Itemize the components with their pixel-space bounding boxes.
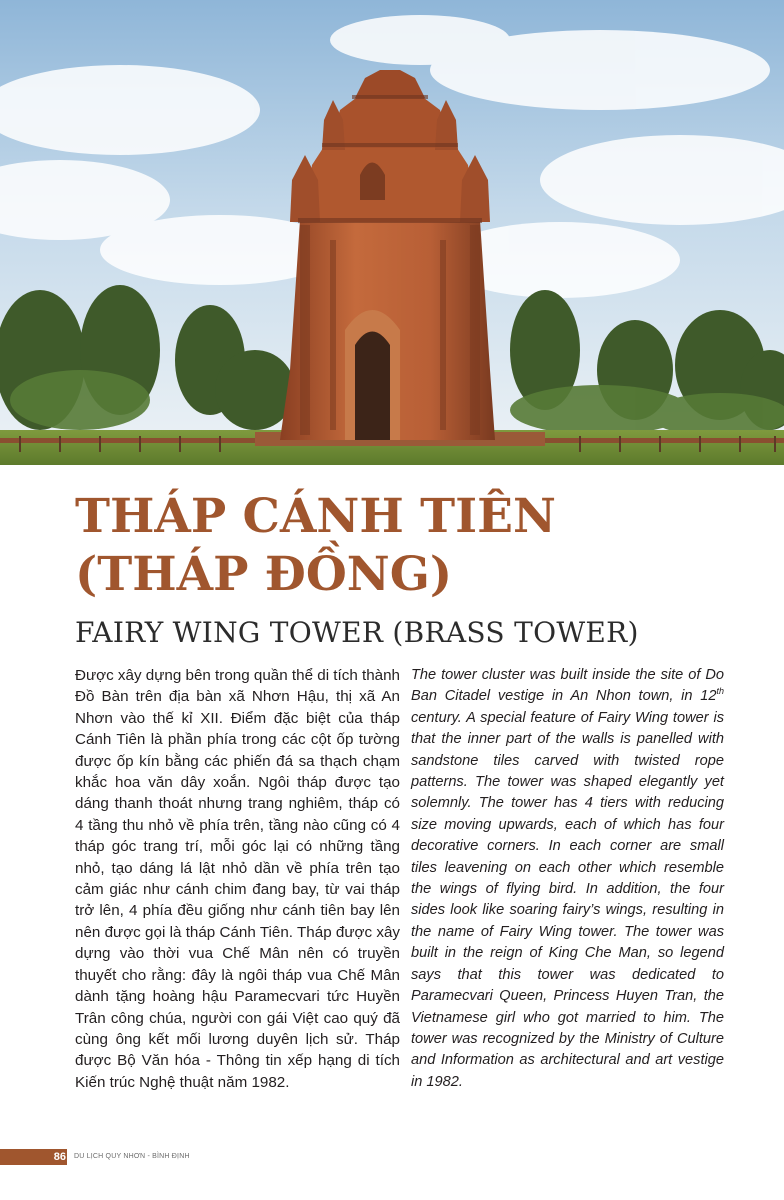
page-number: 86 [53,1151,66,1163]
page-title [75,488,556,604]
tower-illustration [0,0,784,465]
publication-name: DU LỊCH QUY NHƠN - BÌNH ĐỊNH [74,1153,190,1160]
english-subtitle: FAIRY WING TOWER (BRASS TOWER) [75,616,639,649]
english-body-part-2: century. A special feature of Fairy Wing tower is that the inner part of the walls is panelled with sandstone tiles carved with twisted rope patterns. The tower was shaped elegantly yet solemnly. The tower has 4 tiers with reducing size moving upwards, each of which has four decorative corners. In each corner are small tiles leavening on each other which resemble the wings of flying bird. In addition, the four sides look like soaring fairy’s wings, resulting in the name of Fairy Wing tower. The tower was built in the reign of King Che Man, so legend says that this tower was dedicated to Paramecvari Queen, Princess Huyen Tran, the Vietnamese girl who got married to him. The tower was recognized by the Ministry of Culture and Information as architectural and art vestige in 1982. [411,709,724,1090]
ordinal-suffix: th [716,686,724,697]
english-body-text [411,665,724,1093]
english-body-part-1: The tower cluster was built inside the site of Do Ban Citadel vestige in An Nhon town, in 12 [411,667,724,705]
hero-photo-tower [0,0,784,465]
title-line-1: THÁP CÁNH TIÊN [75,489,556,544]
vietnamese-body-text: Được xây dựng bên trong quần thể di tích thành Đồ Bàn trên địa bàn xã Nhơn Hậu, thị xã An Nhơn vào thế kỉ XII. Điểm đặc biệt của tháp Cánh Tiên là phần phía trong các cột ốp tường được ốp kín bằng các phiến đá sa thạch chạm khắc hoa văn dây xoắn. Ngôi tháp được tạo dáng thanh thoát nhưng trang nghiêm, tháp có 4 tầng thu nhỏ về phía trên, tầng nào cũng có 4 tháp góc trang trí, mỗi góc lại có những tầng nhỏ, tạo dáng lá lật nhỏ dần về phía trên tạo cảm giác như cánh chim đang bay, từ vai tháp trở lên, 4 phía đều giống như cánh tiên bay lên nên được gọi là tháp Cánh Tiên. Tháp được xây dựng vào thời vua Chế Mân nên có truyền thuyết cho rằng: đây là ngôi tháp vua Chế Mân dành tặng hoàng hậu Paramecvari tức Huyền Trân công chúa, người con gái Việt cao quý đã cùng ông kết mối lương duyên lịch sử. Tháp được Bộ Văn hóa - Thông tin xếp hạng di tích Kiến trúc Nghệ thuật năm 1982. [75,667,400,1091]
title-line-2: (THÁP ĐỒNG) [75,547,453,602]
